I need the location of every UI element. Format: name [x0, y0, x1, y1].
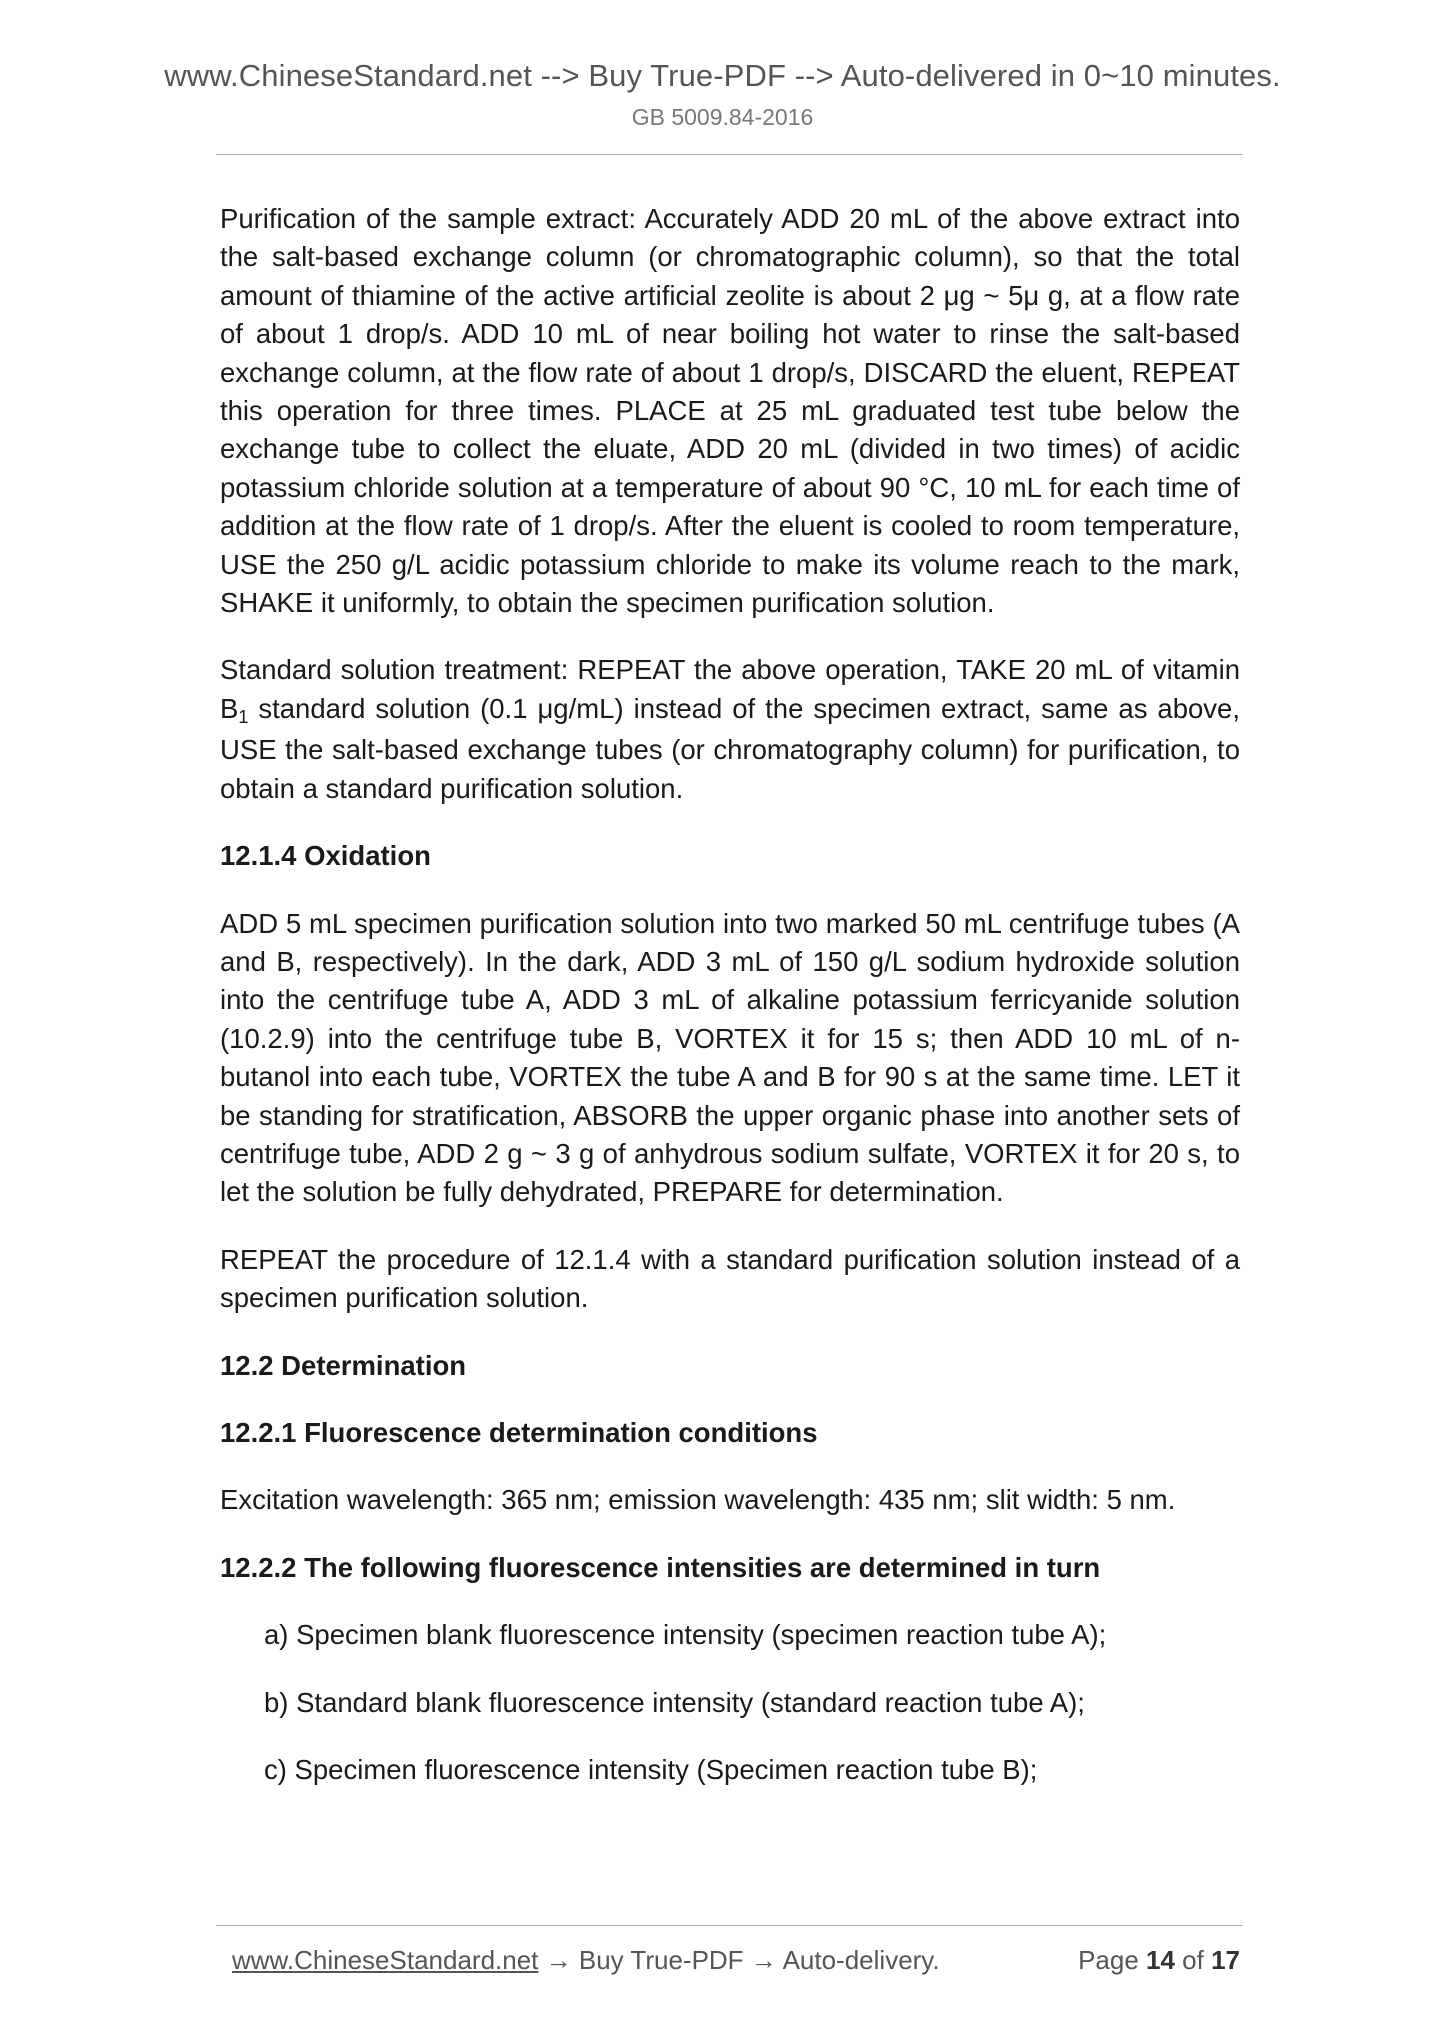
header-banner: www.ChineseStandard.net --> Buy True-PDF --> Auto-delivered in 0~10 minutes. — [164, 58, 1281, 93]
p2-text-after: standard solution (0.1 μg/mL) instead of the specimen extract, same as above, USE the salt-based exchange tubes (or chromatography column) for purification, to obtain a standard purification solution. — [220, 692, 1240, 804]
p2-text-before: Standard solution treatment: REPEAT the above operation, TAKE 20 mL of vitamin B — [220, 654, 1240, 724]
list-item: b) Standard blank fluorescence intensity (standard reaction tube A); — [264, 1686, 1085, 1718]
heading-oxidation: 12.1.4 Oxidation — [220, 840, 431, 872]
header-divider — [216, 154, 1243, 155]
page-footer — [232, 1945, 1240, 1976]
page-label: Page — [1078, 1945, 1147, 1975]
of-label: of — [1174, 1945, 1212, 1975]
heading-fluorescence-conditions: 12.2.1 Fluorescence determination conditions — [220, 1416, 818, 1448]
paragraph-repeat-procedure: REPEAT the procedure of 12.1.4 with a standard purification solution instead of a specimen purification solution. — [220, 1243, 1240, 1314]
footer-divider — [216, 1925, 1243, 1926]
subscript: 1 — [238, 706, 249, 727]
list-item: a) Specimen blank fluorescence intensity (specimen reaction tube A); — [264, 1619, 1107, 1651]
paragraph-oxidation: ADD 5 mL specimen purification solution into two marked 50 mL centrifuge tubes (A and B, respectively). In the dark, ADD 3 mL of 150 g/L sodium hydroxide solution into the centrifuge tube A, ADD 3 mL of alkaline potassium ferricyanide solution (10.2.9) into the centrifuge tube B, VORTEX it for 15 s; then ADD 10 mL of n-butanol into each tube, VORTEX the tube A and B for 90 s at the same time. LET it be standing for stratification, ABSORB the upper organic phase into another sets of centrifuge tube, ADD 2 g ~ 3 g of anhydrous sodium sulfate, VORTEX it for 20 s, to let the solution be fully dehydrated, PREPARE for determination. — [220, 907, 1240, 1208]
paragraph-standard-solution-treatment — [220, 651, 1240, 808]
standard-code: GB 5009.84-2016 — [631, 104, 814, 130]
page-indicator — [1078, 1945, 1240, 1976]
heading-determination: 12.2 Determination — [220, 1349, 467, 1381]
paragraph-sample-purification: Purification of the sample extract: Accurately ADD 20 mL of the above extract into the salt-based exchange column (or chromatographic column), so that the total amount of thiamine of the active artificial zeolite is about 2 μg ~ 5μ g, at a flow rate of about 1 drop/s. ADD 10 mL of near boiling hot water to rinse the salt-based exchange column, at the flow rate of about 1 drop/s, DISCARD the eluent, REPEAT this operation for three times. PLACE at 25 mL graduated test tube below the exchange tube to collect the eluate, ADD 20 mL (divided in two times) of acidic potassium chloride solution at a temperature of about 90 °C, 10 mL for each time of addition at the flow rate of 1 drop/s. After the eluent is cooled to room temperature, USE the 250 g/L acidic potassium chloride to make its volume reach to the mark, SHAKE it uniformly, to obtain the specimen purification solution. — [220, 203, 1240, 619]
page-number: 14 — [1146, 1945, 1175, 1975]
heading-fluorescence-intensities: 12.2.2 The following fluorescence intensities are determined in turn — [220, 1551, 1101, 1583]
footer-left — [232, 1945, 940, 1975]
list-item: c) Specimen fluorescence intensity (Specimen reaction tube B); — [264, 1754, 1038, 1785]
paragraph-conditions: Excitation wavelength: 365 nm; emission wavelength: 435 nm; slit width: 5 nm. — [220, 1484, 1176, 1516]
document-body — [220, 200, 1240, 1818]
footer-text: → Buy True-PDF → Auto-delivery. — [538, 1945, 940, 1975]
page-total: 17 — [1211, 1945, 1240, 1975]
footer-site-link[interactable]: www.ChineseStandard.net — [232, 1945, 539, 1975]
